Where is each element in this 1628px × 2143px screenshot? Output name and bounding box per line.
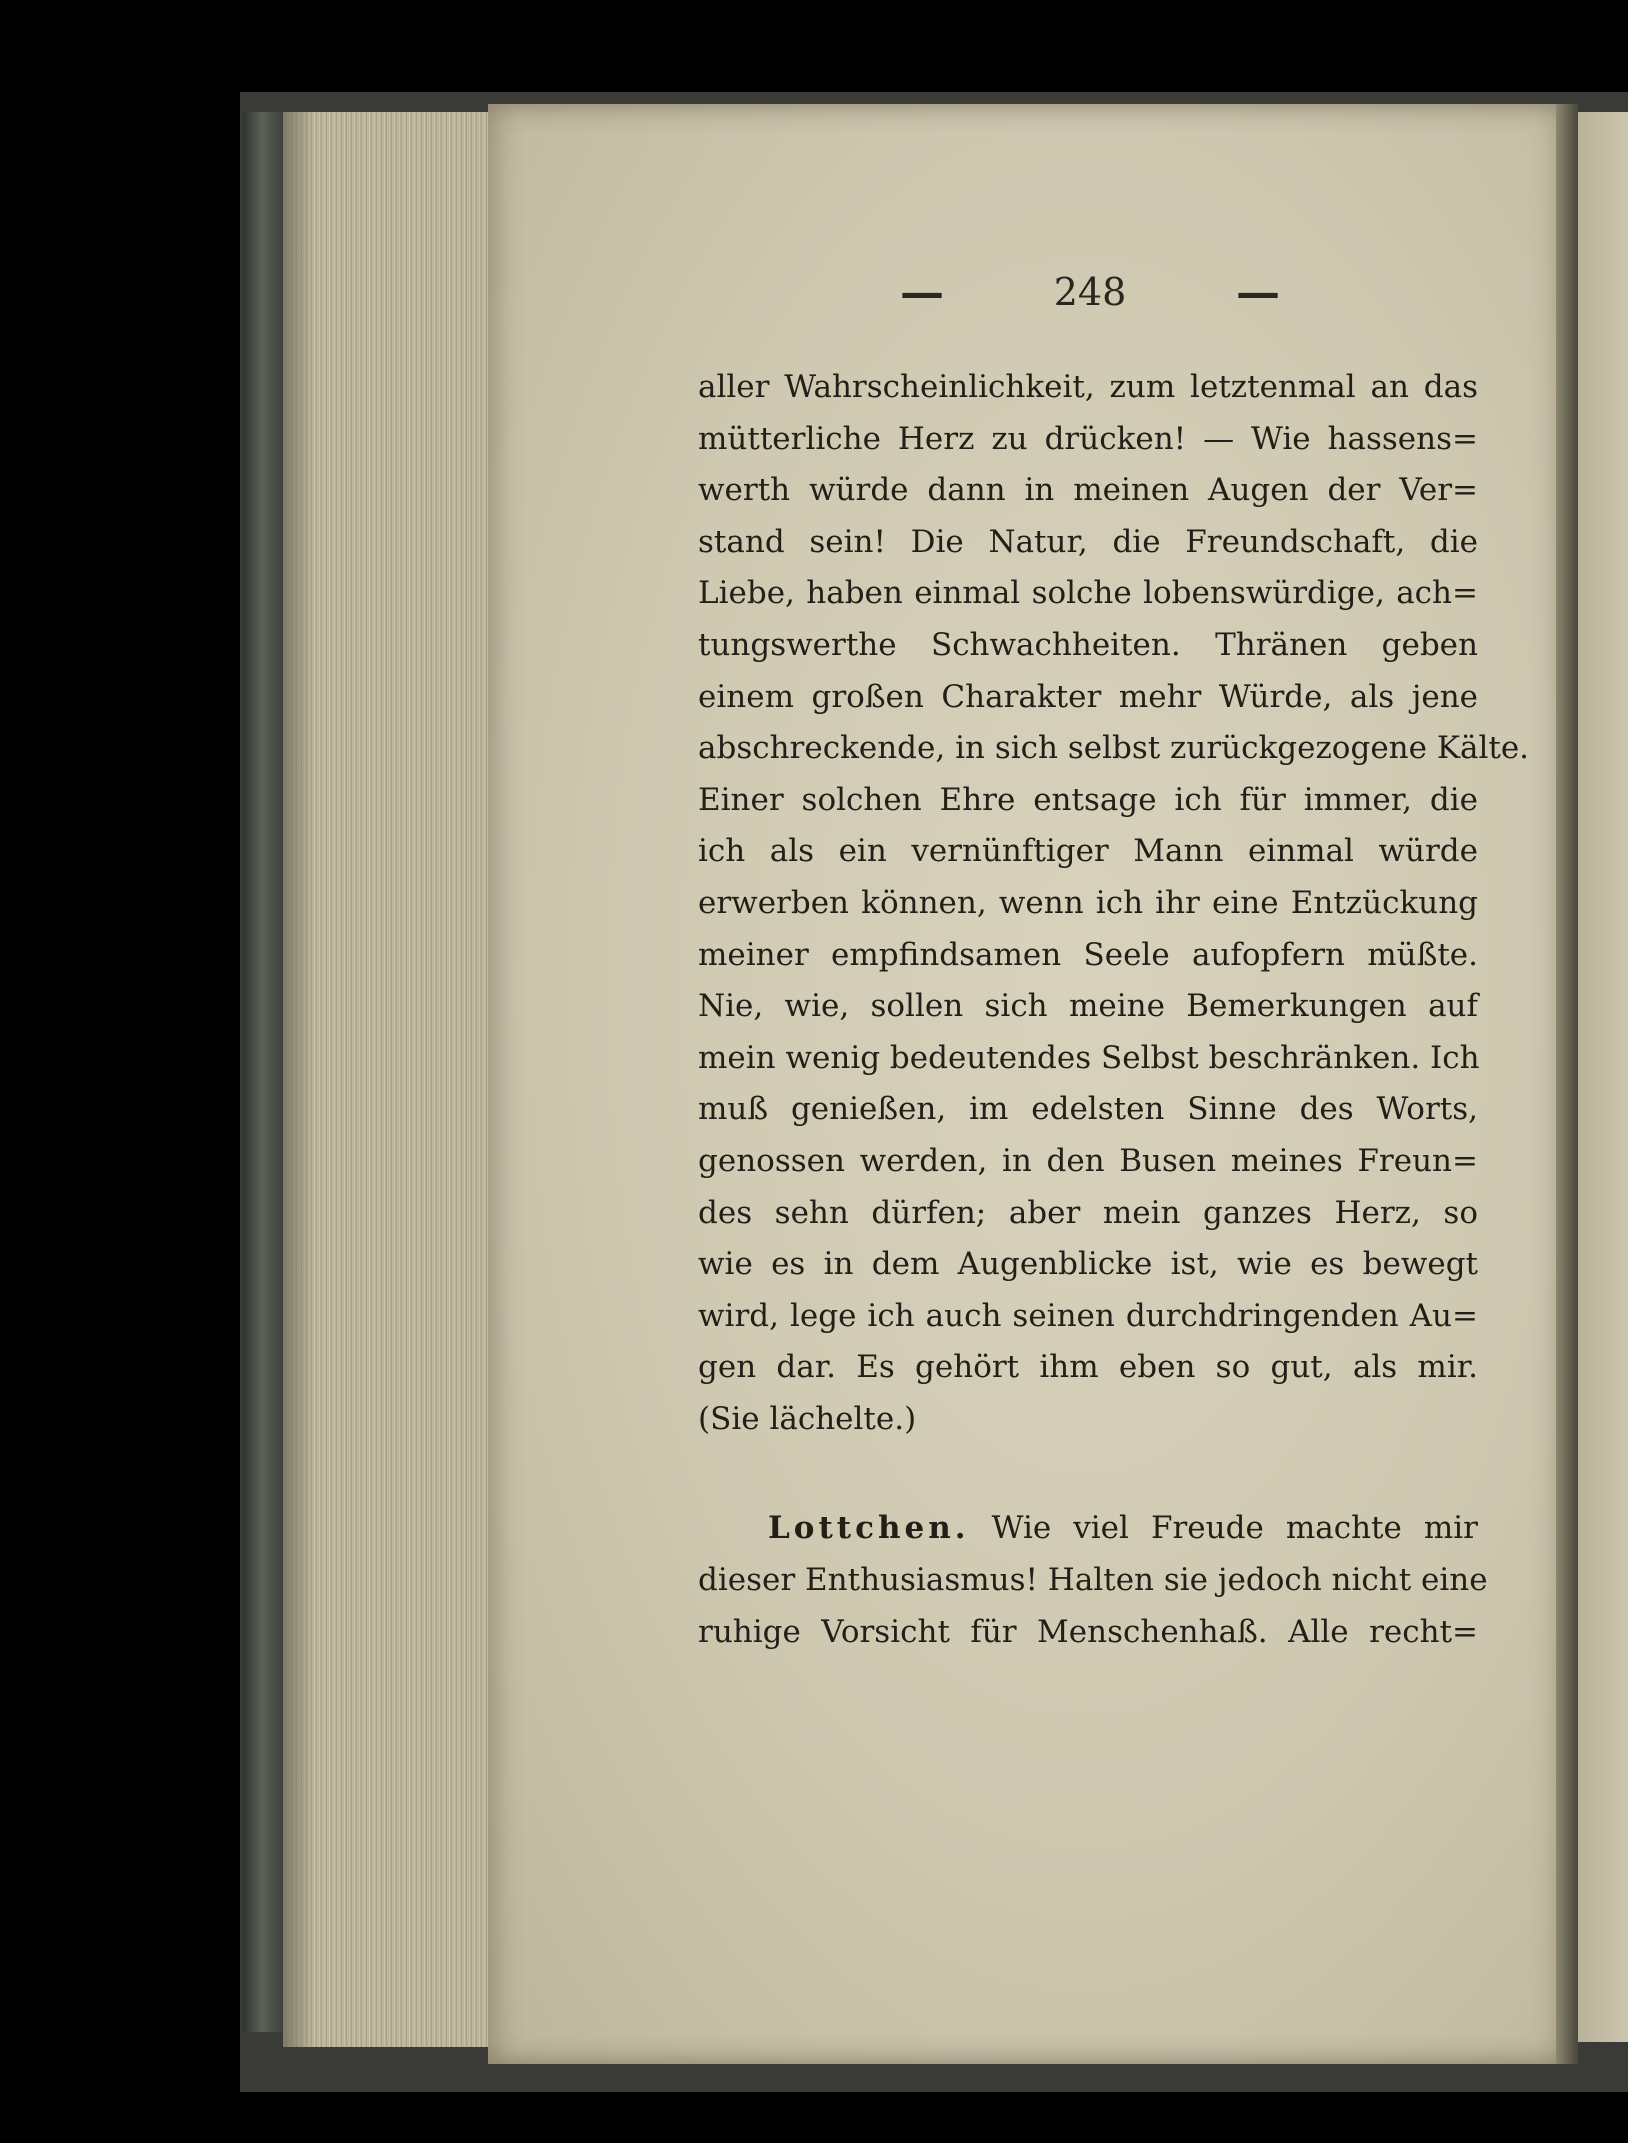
text-line: erwerben können, wenn ich ihr eine Entzückung <box>698 884 1478 921</box>
text-line: (Sie lächelte.) <box>698 1400 917 1437</box>
header-dash-right: — <box>1236 266 1280 318</box>
text-line: ich als ein vernünftiger Mann einmal würde <box>698 833 1478 870</box>
facing-page-edge <box>1578 112 1628 2042</box>
paragraph-gap <box>698 1445 1478 1503</box>
text-line: gen dar. Es gehört ihm eben so gut, als mir. <box>698 1349 1478 1386</box>
page-gutter <box>1556 104 1578 2064</box>
text-line: tungswerthe Schwachheiten. Thränen geben <box>698 626 1478 663</box>
text-line: aller Wahrscheinlichkeit, zum letztenmal an das <box>698 369 1478 405</box>
text-line: dieser Enthusiasmus! Halten sie jedoch nicht eine <box>698 1562 1488 1599</box>
text-line: abschreckende, in sich selbst zurückgezogene Kälte. <box>698 730 1530 767</box>
text-line: des sehn dürfen; aber mein ganzes Herz, so <box>698 1194 1478 1231</box>
text-line: werth würde dann in meinen Augen der Ver= <box>698 472 1478 509</box>
header-dash-left: — <box>900 266 944 318</box>
page-body-text <box>698 362 1530 1658</box>
text-line: stand sein! Die Natur, die Freundschaft, die <box>698 523 1478 560</box>
text-line: mein wenig bedeutendes Selbst beschränken. Ich <box>698 1039 1480 1076</box>
text-line: genossen werden, in den Busen meines Freun= <box>698 1142 1478 1179</box>
text-line: muß genießen, im edelsten Sinne des Worts, <box>698 1091 1478 1128</box>
text-line: wie es in dem Augenblicke ist, wie es bewegt <box>698 1246 1478 1283</box>
page-number: 248 <box>1053 270 1127 314</box>
text-line: wird, lege ich auch seinen durchdringenden Au= <box>698 1297 1478 1334</box>
text-line: mütterliche Herz zu drücken! — Wie hassens= <box>698 420 1478 457</box>
book-spine-edge <box>243 112 285 2032</box>
paragraph-1 <box>698 362 1530 1445</box>
text-line: meiner empfindsamen Seele aufopfern müßte. <box>698 936 1478 973</box>
text-line: Liebe, haben einmal solche lobenswürdige, ach= <box>698 575 1478 612</box>
page-stack-edge <box>283 112 488 2047</box>
text-line: Nie, wie, sollen sich meine Bemerkungen auf <box>698 988 1478 1025</box>
paragraph-2 <box>698 1503 1488 1658</box>
text-line: einem großen Charakter mehr Würde, als jene <box>698 678 1478 715</box>
page-header <box>900 262 1280 322</box>
text-line: ruhige Vorsicht für Menschenhaß. Alle recht= <box>698 1613 1478 1650</box>
text-line-speaker <box>698 1503 1478 1555</box>
speaker-line-text: Wie viel Freude machte mir <box>991 1510 1479 1547</box>
text-line: Einer solchen Ehre entsage ich für immer, die <box>698 781 1478 818</box>
speaker-name: Lottchen. <box>768 1510 970 1547</box>
